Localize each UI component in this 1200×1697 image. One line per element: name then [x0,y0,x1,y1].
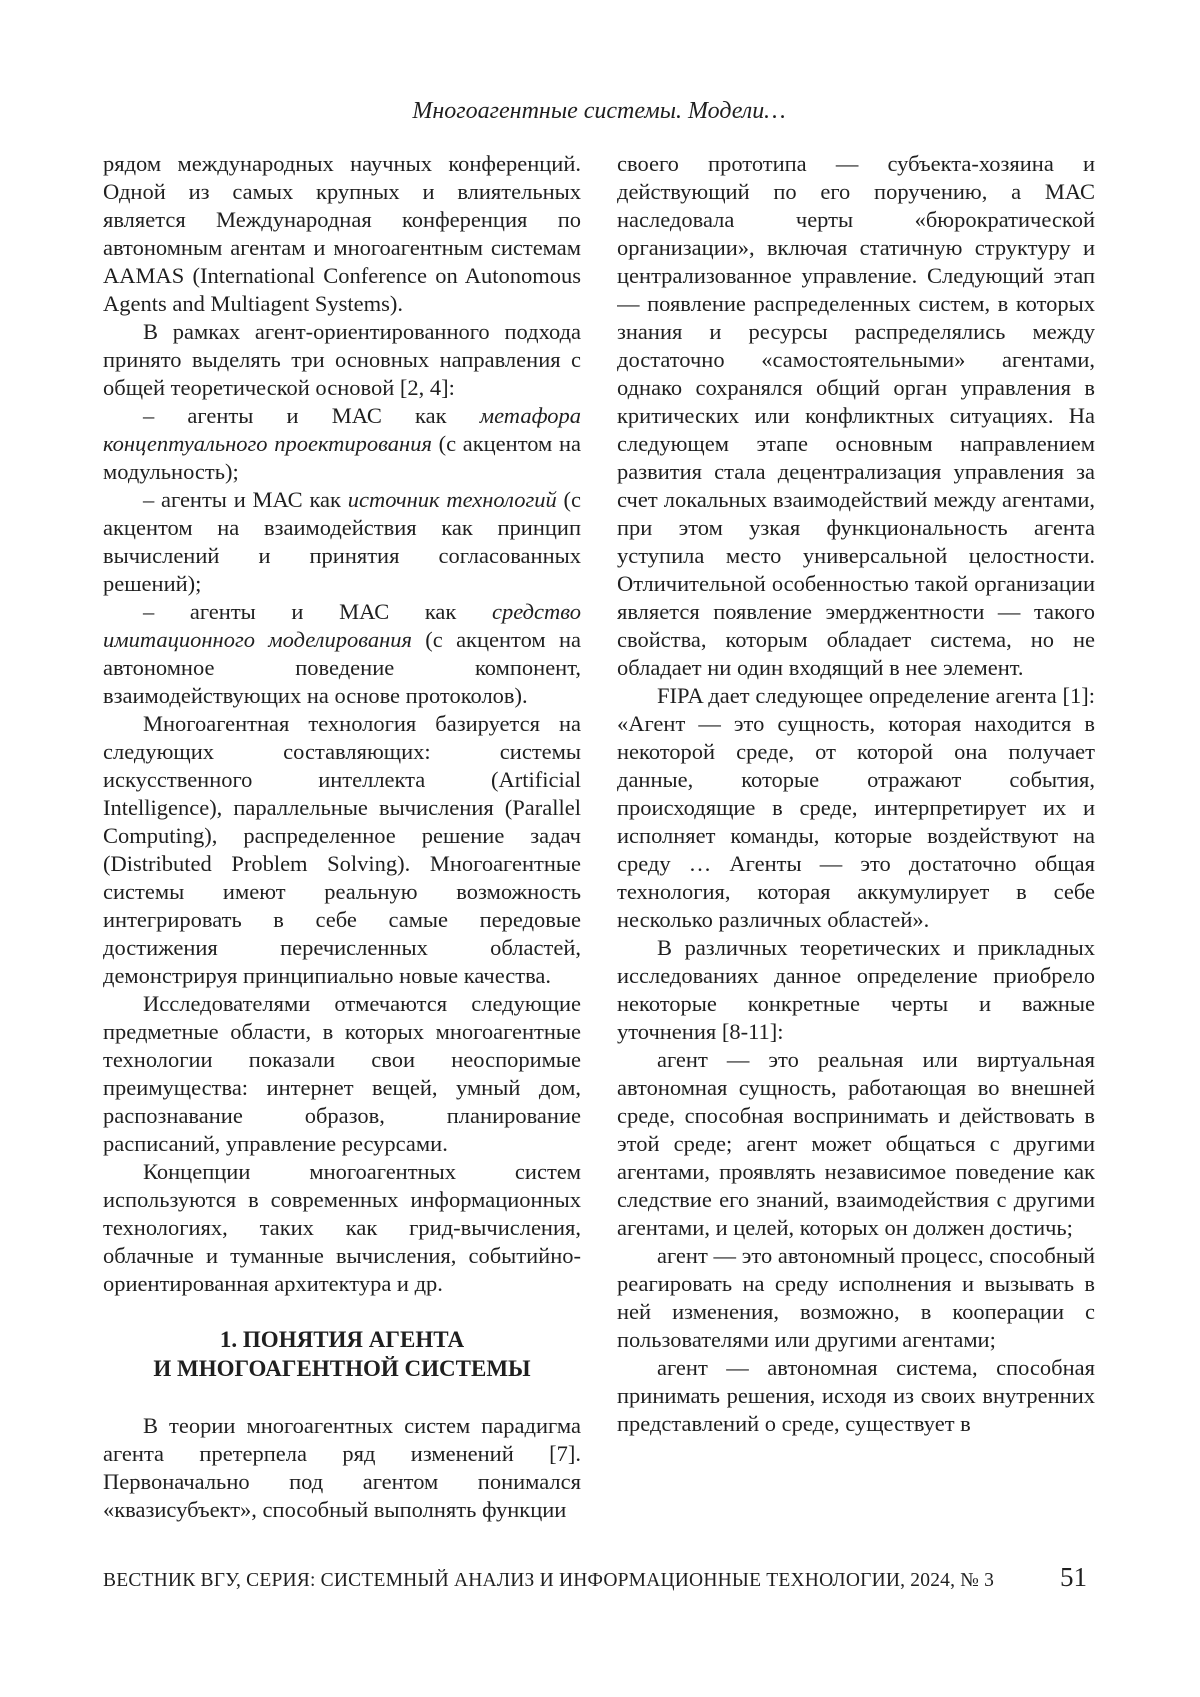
body-text: (с акцентом на модульность); [103,431,581,484]
paragraph [103,402,581,486]
body-text: В теории многоагентных систем парадигма агента претерпела ряд изменений [7]. Первоначально под агентом понимался «квазисубъект», способный выполнять функции [103,1413,581,1522]
emphasis-text: источник технологий [347,487,557,512]
text-columns [103,150,1095,1558]
body-text: FIPA дает следующее определение агента [1]: «Агент — это сущность, которая находится в некоторой среде, от которой она получает данные, которые отражают события, происходящие в среде, интерпретирует их и исполняет команды, которые воздействуют на среду … Агенты — это достаточно общая технология, которая аккумулирует в себе несколько различных областей». [617,683,1095,932]
running-head: Многоагентные системы. Модели… [412,98,786,124]
right-column [617,150,1095,1558]
body-text: В различных теоретических и прикладных исследованиях данное определение приобрело некоторые конкретные черты и важные уточнения [8-11]: [617,935,1095,1044]
body-text: – агенты и МАС как [143,599,492,624]
body-text: Исследователями отмечаются следующие предметные области, в которых многоагентные технологии показали свои неоспоримые преимущества: интернет вещей, умный дом, распознавание образов, планирование расписаний, управление ресурсами. [103,991,581,1156]
paragraph [617,1046,1095,1242]
paragraph [617,150,1095,682]
body-text: Концепции многоагентных систем используются в современных информационных технологиях, таких как грид-вычисления, облачные и туманные вычисления, событийно-ориентированная архитектура и др. [103,1159,581,1296]
body-text: (с акцентом на автономное поведение компонент, взаимодействующих на основе протоколов). [103,627,581,708]
paragraph [103,150,581,318]
body-text: – агенты и МАС как [143,403,480,428]
paragraph [617,1242,1095,1354]
paragraph [103,1412,581,1524]
page-footer [103,1562,1095,1593]
paragraph [103,486,581,598]
body-text: (с акцентом на взаимодействия как принцип вычислений и принятия согласованных решений); [103,487,581,596]
paragraph [103,710,581,990]
section-heading: 1. ПОНЯТИЯ АГЕНТА И МНОГОАГЕНТНОЙ СИСТЕМЫ [153,1327,531,1381]
paragraph [617,934,1095,1046]
emphasis-text: средство имитационного моделирования [103,599,581,652]
body-text: Многоагентная технология базируется на следующих составляющих: системы искусственного интеллекта (Artificial Intelligence), параллельные вычисления (Parallel Computing), распределенное решение задач (Distributed Problem Solving). Многоагентные системы имеют реальную возможность интегрировать в себе самые передовые достижения перечисленных областей, демонстрируя принципиально новые качества. [103,711,581,988]
body-text: агент — это реальная или виртуальная автономная сущность, работающая во внешней среде, способная воспринимать и действовать в этой среде; агент может общаться с другими агентами, проявлять независимое поведение как следствие его знаний, взаимодействия с другими агентами, и целей, которых он должен достичь; [617,1047,1095,1240]
body-text: рядом международных научных конференций. Одной из самых крупных и влиятельных является Международная конференция по автономным агентам и многоагентным системам AAMAS (International Conference on Autonomous Agents and Multiagent Systems). [103,151,581,316]
paragraph [103,990,581,1158]
body-text: своего прототипа — субъекта-хозяина и действующий по его поручению, а МАС наследовала черты «бюрократической организации», включая статичную структуру и централизованное управление. Следующий этап — появление распределенных систем, в которых знания и ресурсы распределялись между достаточно «самостоятельными» агентами, однако сохранялся общий орган управления в критических или конфликтных ситуациях. На следующем этапе основным направлением развития стала децентрализация управления за счет локальных взаимодействий между агентами, при этом узкая функциональность агента уступила место универсальной целостности. Отличительной особенностью такой организации является появление эмерджентности — такого свойства, которым обладает система, но не обладает ни один входящий в нее элемент. [617,151,1095,680]
left-column [103,150,581,1558]
body-text: агент — это автономный процесс, способный реагировать на среду исполнения и вызывать в ней изменения, возможно, в кооперации с пользователями или другими агентами; [617,1243,1095,1352]
body-text: – агенты и МАС как [143,487,348,512]
paragraph [617,682,1095,934]
body-text: агент — автономная система, способная принимать решения, исходя из своих внутренних представлений о среде, существует в [617,1355,1095,1436]
footer-journal-line: ВЕСТНИК ВГУ, СЕРИЯ: СИСТЕМНЫЙ АНАЛИЗ И ИНФОРМАЦИОННЫЕ ТЕХНОЛОГИИ, 2024, № 3 [103,1570,995,1591]
footer-page-number: 51 [1060,1562,1087,1592]
paragraph [103,598,581,710]
emphasis-text: метафора концептуального проектирования [103,403,581,456]
body-text: В рамках агент-ориентированного подхода принято выделять три основных направления с общей теоретической основой [2, 4]: [103,319,581,400]
paragraph [103,1158,581,1298]
paragraph [617,1354,1095,1438]
paragraph [103,318,581,402]
